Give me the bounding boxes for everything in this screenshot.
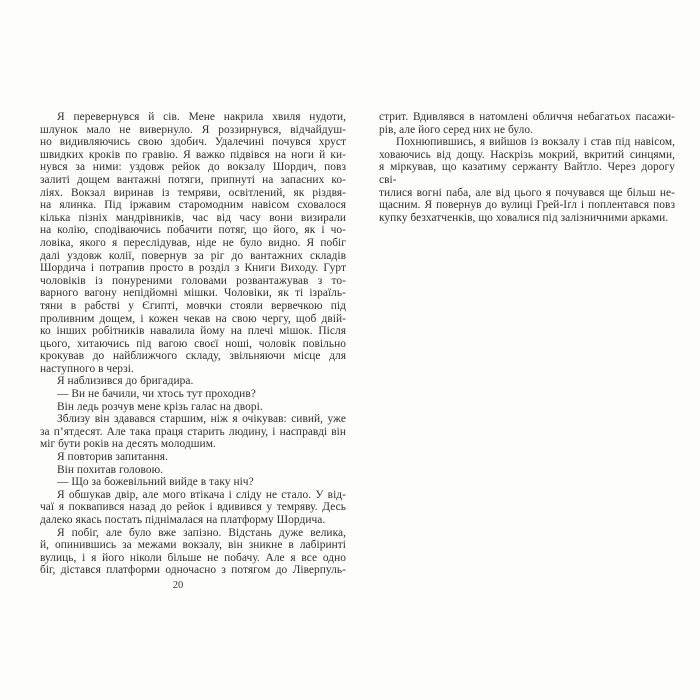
text-line: біг, дістався платформи одночасно з потягом до Ліверпуль-: [40, 564, 346, 577]
text-line: тяни в рабстві у Єгипті, мовчки стояли вервечкою під: [40, 299, 346, 312]
text-line: крокував до найближчого складу, звільняючи місце для: [40, 350, 346, 363]
right-page-text-column: [379, 111, 675, 224]
text-line: цього, хитаючись під вагою своєї ноші, чоловік повільно: [40, 337, 346, 350]
text-line: стрит. Вдивлявся в натомлені обличчя небагатьох пасажи-: [379, 111, 675, 123]
text-line: кілька пізніх мандрівників, час від часу вони визирали: [40, 211, 346, 224]
page-number: 20: [172, 580, 184, 591]
text-line: чоловіків із понуреними головами розвантажував з то-: [40, 274, 346, 287]
text-line: Я обшукав двір, але мого втікача і сліду не стало. У від-: [57, 488, 346, 501]
text-line: чаї я поквапився назад до рейок і вдивився у темряву. Десь: [40, 501, 346, 514]
text-line: Зблизу він здавався старшим, ніж я очікував: сивий, уже: [57, 413, 346, 426]
text-line: міг бути років на десять молодшим.: [40, 438, 216, 451]
text-line: но видивляючись свою здобич. Удалечині почувся хруст: [40, 136, 346, 149]
text-line: ловіка, якого я переслідував, ніде не було видно. Я побіг: [40, 236, 346, 249]
text-line: Він похитав головою.: [57, 463, 164, 476]
text-line: Я повторив запитання.: [57, 451, 168, 464]
text-line: й, опинившись за межами вокзалу, він зникне в лабіринті: [40, 539, 346, 552]
text-line: — Ви не бачили, чи хтось тут проходив?: [57, 388, 256, 401]
text-line: ко інших робітників навалила йому на плечі мішок. Після: [40, 325, 346, 338]
text-line: ліях. Вокзал виринав із темряви, освітлений, як різдвя-: [40, 186, 346, 199]
text-line: Похнюпившись, я вийшов із вокзалу і став під навісом,: [396, 136, 675, 149]
text-line: Він ледь розчув мене крізь галас на дворі.: [57, 400, 263, 413]
text-line: рів, але його серед них не було.: [379, 123, 534, 136]
text-line: Я перевернувся й сів. Мене накрила хвиля нудоти,: [57, 111, 346, 123]
text-line: за п’ятдесят. Але така праця старить людину, і насправді він: [40, 425, 346, 438]
text-line: швидких кроків по гравію. Я важко підвівся на ноги й ки-: [40, 148, 346, 161]
text-line: купку безхатченків, що ховалися під залізничними арками.: [379, 211, 669, 224]
text-line: залиті дощем вантажні потяги, припнуті на запасних ко-: [40, 173, 346, 186]
left-page-text-column: [40, 111, 346, 577]
text-line: щасним. Я повернув до вулиці Грей-Іґл і поплентався повз: [379, 199, 675, 212]
text-line: Я побіг, але було вже запізно. Відстань дуже велика,: [57, 526, 346, 539]
text-line: на ялинка. Під іржавим старомодним навісом сховалося: [40, 199, 346, 212]
text-line: нувся за ними: уздовж рейок до вокзалу Шордич, повз: [40, 161, 346, 174]
text-line: тилися вогні паба, але від цього я почувався ще більш не-: [379, 186, 675, 199]
text-line: проливним дощем, і кожен чекав на свою чергу, щоб двій-: [40, 312, 346, 325]
text-line: я міркував, що казатиму сержанту Вайтло. Через дорогу сві-: [379, 161, 675, 186]
text-line: Шордича і потрапив просто в розділ з Книги Виходу. Гурт: [40, 262, 346, 275]
text-line: — Що за божевільний вийде в таку ніч?: [57, 476, 254, 489]
text-line: вулиць, і я його ніколи більше не побачу. Але я все одно: [40, 551, 346, 564]
text-line: шлунок мало не вивернуло. Я роззирнувся, відчайдуш-: [40, 123, 346, 136]
text-line: Я наблизився до бригадира.: [57, 375, 194, 388]
text-line: ховаючись від дощу. Наскрізь мокрий, вкритий синцями,: [379, 148, 675, 161]
text-line: далі уздовж колії, повернув за ріг до вантажних складів: [40, 249, 346, 262]
text-line: варного вагону непідйомні мішки. Чоловіки, як ті ізраїль-: [40, 287, 346, 300]
text-line: на колію, сподіваючись побачити потяг, що його, як і чо-: [40, 224, 346, 237]
text-line: наступного в черзі.: [40, 362, 134, 375]
text-line: далеко якась постать піднімалася на платформу Шордича.: [40, 514, 326, 526]
